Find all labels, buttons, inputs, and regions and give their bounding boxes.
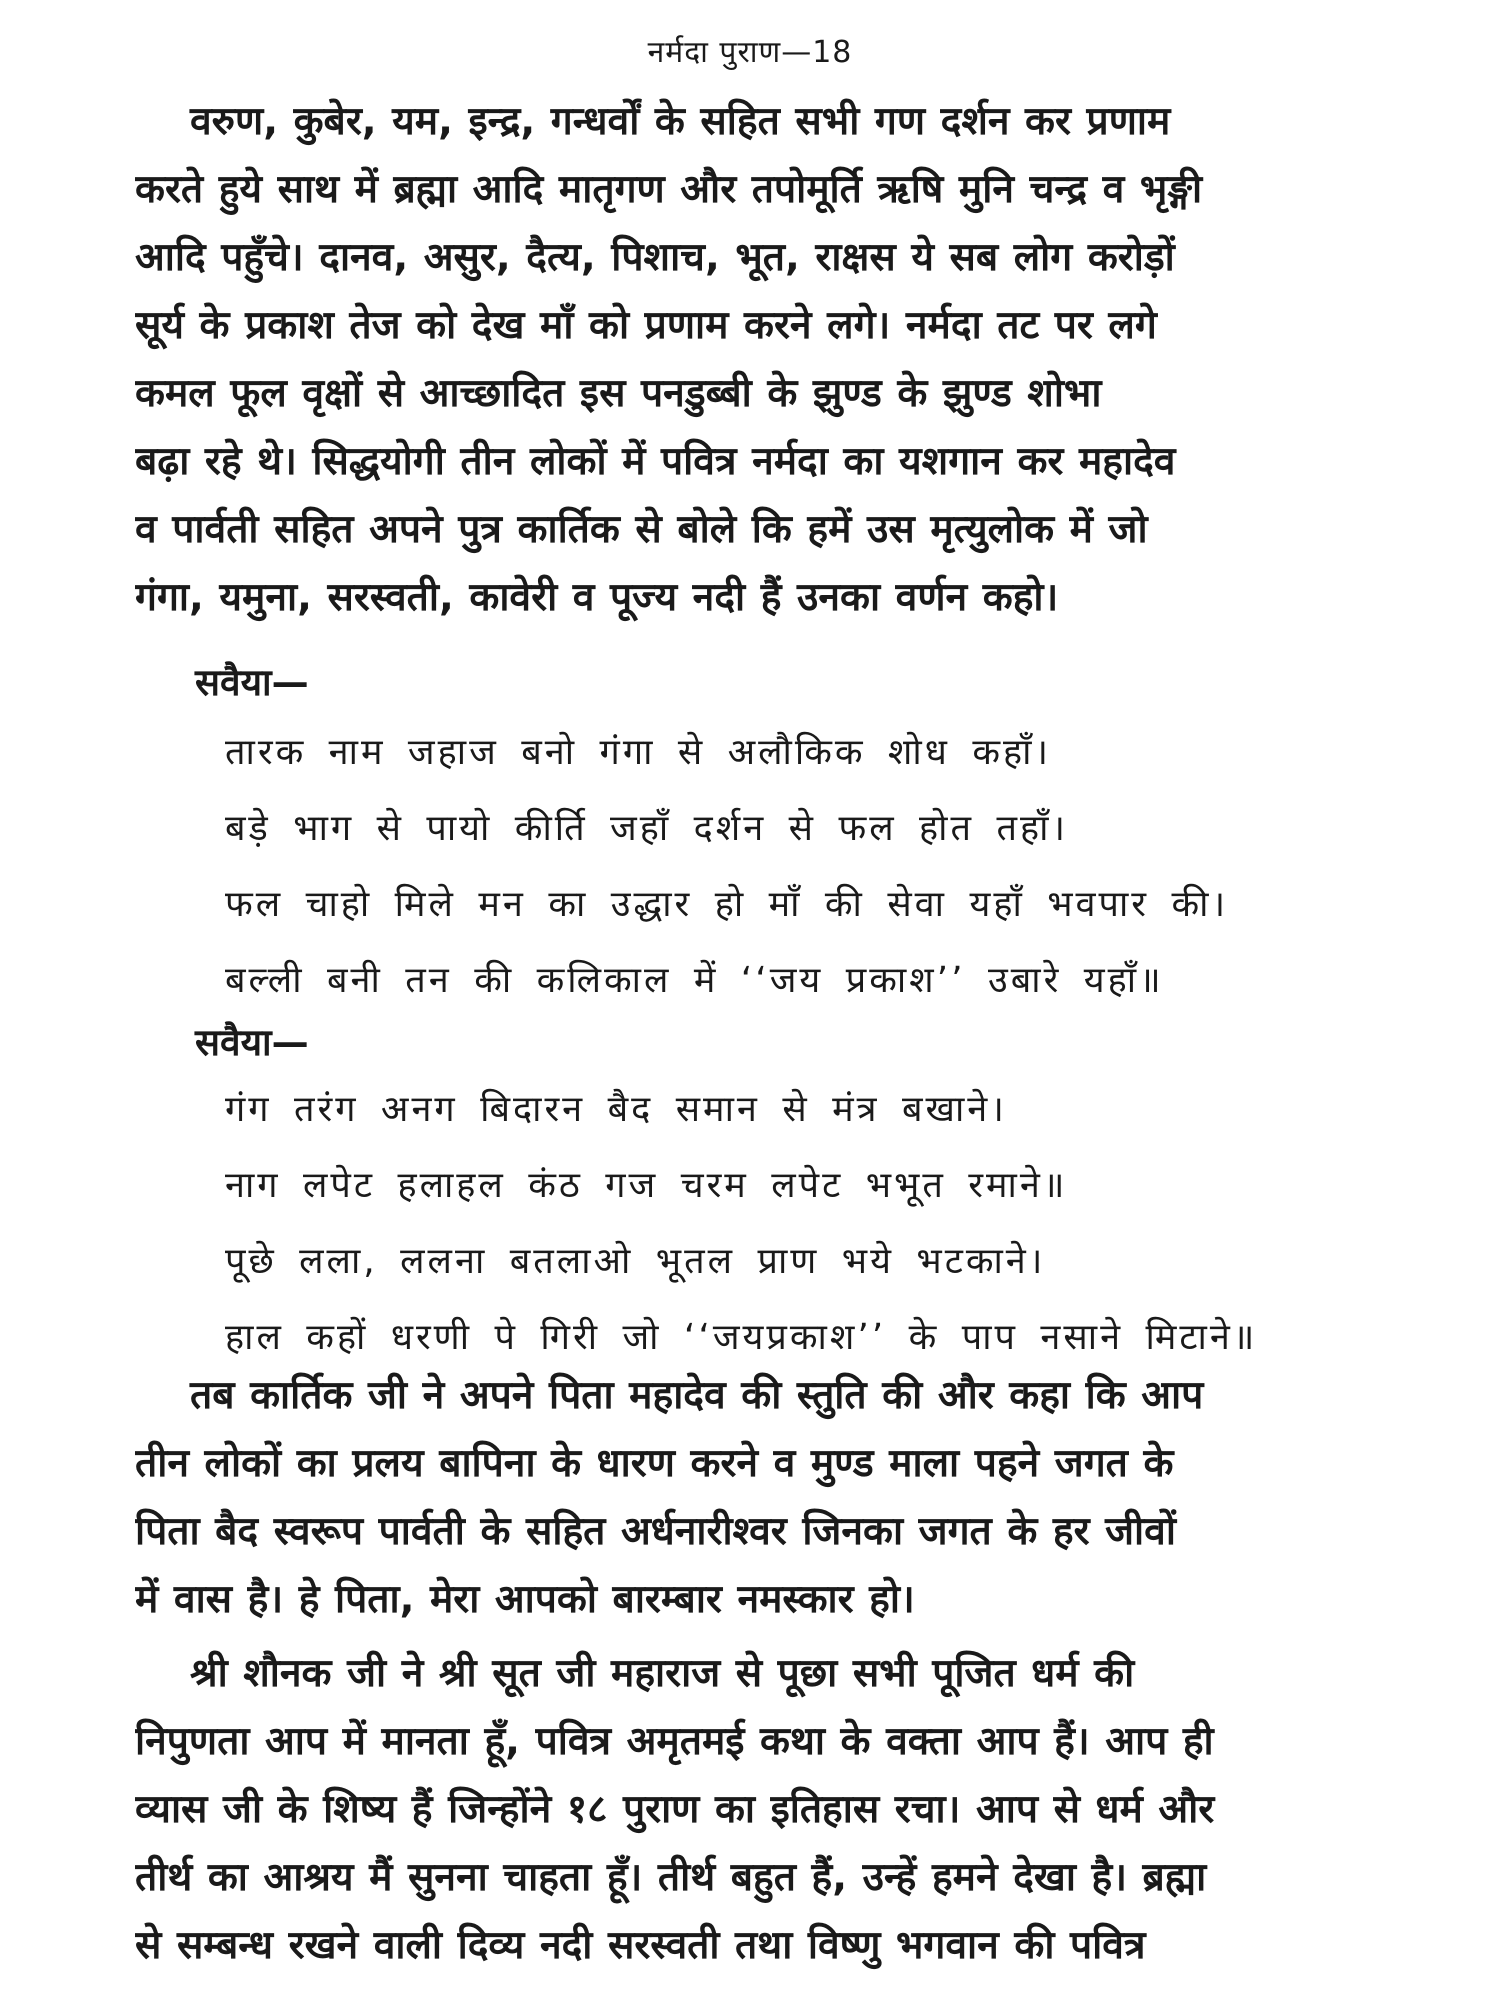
verse-line: नाग लपेट हलाहल कंठ गज चरम लपेट भभूत रमाने॥ <box>225 1165 1068 1206</box>
text-line: श्री शौनक जी ने श्री सूत जी महाराज से पूछा सभी पूजित धर्म की <box>190 1651 1135 1696</box>
paragraph-3 <box>135 1640 1405 1980</box>
text-line: तीर्थ का आश्रय मैं सुनना चाहता हूँ। तीर्थ बहुत हैं, उन्हें हमने देखा है। ब्रह्मा <box>135 1855 1207 1900</box>
verse-line: बल्ली बनी तन की कलिकाल में ‘‘जय प्रकाश’’ उबारे यहाँ॥ <box>225 960 1164 1001</box>
text-line: कमल फूल वृक्षों से आच्छादित इस पनडुब्बी के झुण्ड के झुण्ड शोभा <box>135 371 1102 416</box>
text-line: गंगा, यमुना, सरस्वती, कावेरी व पूज्य नदी हैं उनका वर्णन कहो। <box>135 575 1059 620</box>
text-line: पिता बैद स्वरूप पार्वती के सहित अर्धनारीश्वर जिनका जगत के हर जीवों <box>135 1509 1176 1554</box>
savaiya-heading-2: सवैया— <box>195 1021 309 1064</box>
savaiya-heading-1: सवैया— <box>195 661 309 704</box>
savaiya-verse-2 <box>225 1072 1405 1376</box>
text-line: वरुण, कुबेर, यम, इन्द्र, गन्धर्वों के सहित सभी गण दर्शन कर प्रणाम <box>190 99 1171 144</box>
text-line: तब कार्तिक जी ने अपने पिता महादेव की स्तुति की और कहा कि आप <box>190 1373 1204 1418</box>
text-line: सूर्य के प्रकाश तेज को देख माँ को प्रणाम करने लगे। नर्मदा तट पर लगे <box>135 303 1157 348</box>
running-header: नर्मदा पुराण—18 <box>647 35 853 70</box>
verse-line: फल चाहो मिले मन का उद्धार हो माँ की सेवा यहाँ भवपार की। <box>225 884 1229 925</box>
text-line: निपुणता आप में मानता हूँ, पवित्र अमृतमई कथा के वक्ता आप हैं। आप ही <box>135 1719 1214 1764</box>
savaiya-verse-1 <box>225 715 1405 1019</box>
text-line: से सम्बन्ध रखने वाली दिव्य नदी सरस्वती तथा विष्णु भगवान की पवित्र <box>135 1923 1146 1968</box>
text-line: व पार्वती सहित अपने पुत्र कार्तिक से बोले कि हमें उस मृत्युलोक में जो <box>135 507 1148 552</box>
paragraph-1 <box>135 88 1405 632</box>
text-line: करते हुये साथ में ब्रह्मा आदि मातृगण और तपोमूर्ति ऋषि मुनि चन्द्र व भृङ्गी <box>135 167 1203 212</box>
text-line: व्यास जी के शिष्य हैं जिन्होंने १८ पुराण का इतिहास रचा। आप से धर्म और <box>135 1787 1215 1832</box>
text-line: में वास है। हे पिता, मेरा आपको बारम्बार नमस्कार हो। <box>135 1577 915 1622</box>
verse-line: बड़े भाग से पायो कीर्ति जहाँ दर्शन से फल होत तहाँ। <box>225 808 1069 849</box>
text-line: तीन लोकों का प्रलय बापिना के धारण करने व मुण्ड माला पहने जगत के <box>135 1441 1174 1486</box>
verse-line: तारक नाम जहाज बनो गंगा से अलौकिक शोध कहाँ। <box>225 732 1052 773</box>
text-line: आदि पहुँचे। दानव, असुर, दैत्य, पिशाच, भूत, राक्षस ये सब लोग करोड़ों <box>135 235 1175 280</box>
verse-line: पूछे लला, ललना बतलाओ भूतल प्राण भये भटकाने। <box>225 1241 1046 1282</box>
text-line: बढ़ा रहे थे। सिद्धयोगी तीन लोकों में पवित्र नर्मदा का यशगान कर महादेव <box>135 439 1176 484</box>
paragraph-2 <box>135 1362 1405 1634</box>
verse-line: हाल कहों धरणी पे गिरी जो ‘‘जयप्रकाश’’ के पाप नसाने मिटाने॥ <box>225 1317 1258 1358</box>
verse-line: गंग तरंग अनग बिदारन बैद समान से मंत्र बखाने। <box>225 1089 1007 1130</box>
